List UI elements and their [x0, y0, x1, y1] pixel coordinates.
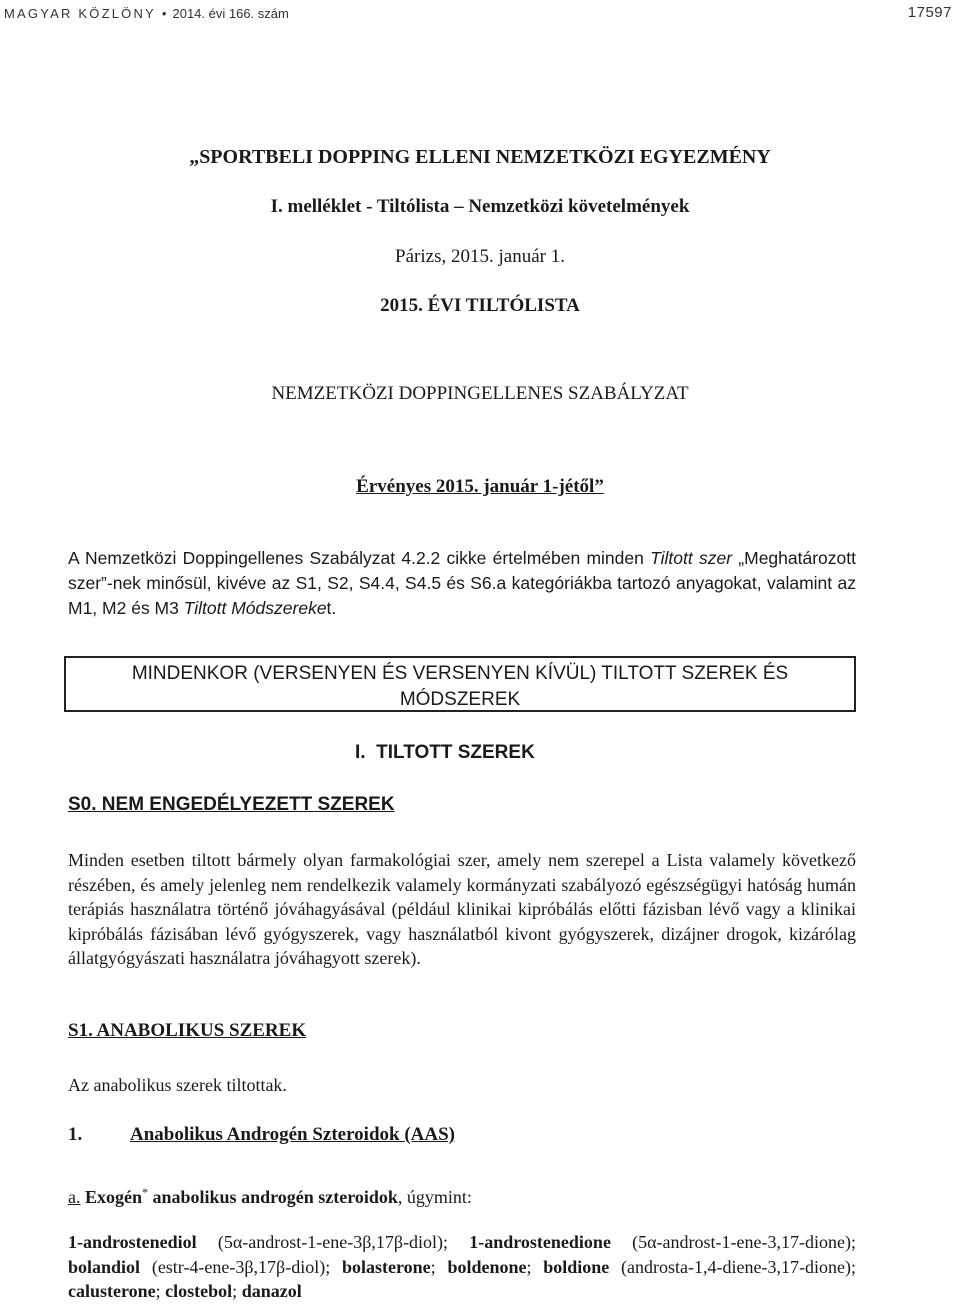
code-title: NEMZETKÖZI DOPPINGELLENES SZABÁLYZAT [271, 383, 689, 404]
italic-term: Tiltott Módszereke [183, 598, 327, 618]
item-number: 1. [68, 1124, 83, 1145]
s1-body: Az anabolikus szerek tiltottak. [68, 1075, 287, 1095]
annex-title: I. melléklet - Tiltólista – Nemzetközi követelmények [270, 196, 690, 217]
subitem-line: a. Exogén* anabolikus androgén szteroidok, úgymint: [68, 1185, 472, 1207]
list-title: 2015. ÉVI TILTÓLISTA [380, 295, 580, 316]
journal-info [4, 6, 289, 21]
bullet-separator: • [161, 6, 167, 21]
section-heading: I. TILTOTT SZEREK [355, 742, 535, 763]
journal-name: MAGYAR KÖZLÖNY [4, 6, 156, 21]
item-title: Anabolikus Androgén Szteroidok (AAS) [130, 1124, 456, 1145]
s0-paragraph: Minden esetben tiltott bármely olyan farmakológiai szer, amely nem szerepel a Lista valamely következő részében, és amely jelenleg nem rendelkezik valamely kormányzati szabályozó egészségügyi hatóság humán terápiás használatra történő jóváhagyásával (például klinikai kipróbálás előtti fázisban lévő vagy a klinikai kipróbálás fázisában lévő gyógyszerek, vagy használatból kivont gyógyszerek, dizájner drogok, kizárólag állatgyógyászati használatra jóváhagyott szerek). [68, 850, 856, 968]
boxed-heading-line1: MINDENKOR (VERSENYEN ÉS VERSENYEN KÍVÜL) TILTOTT SZEREK ÉS [131, 663, 789, 684]
intro-paragraph: A Nemzetközi Doppingellenes Szabályzat 4.2.2 cikke értelmében minden Tiltott szer „Meghatározott szer”-nek minősül, kivéve az S1, S2, S4.4, S4.5 és S6.a kategóriákba tartozó anyagokat, valamint az M1, M2 és M3 Tiltott Módszereket. [68, 548, 856, 618]
place-date: Párizs, 2015. január 1. [395, 246, 565, 267]
document-title: „SPORTBELI DOPPING ELLENI NEMZETKÖZI EGYEZMÉNY [189, 146, 771, 168]
s0-heading: S0. NEM ENGEDÉLYEZETT SZEREK [68, 794, 395, 815]
subitem-letter: a. [68, 1187, 81, 1207]
substance-list: 1-androstenediol (5α-androst-1-ene-3β,17β-diol); 1-androstenedione (5α-androst-1-ene-3,17-dione); bolandiol (estr-4-ene-3β,17β-diol); bolasterone; boldenone; boldione (androsta-1,4-diene-3,17-dione); calusterone; clostebol; danazol [68, 1232, 856, 1301]
boxed-heading-line2: MÓDSZEREK [399, 689, 521, 710]
s1-heading: S1. ANABOLIKUS SZEREK [68, 1020, 307, 1041]
italic-term: Tiltott szer [650, 548, 733, 568]
issue-info: 2014. évi 166. szám [172, 6, 289, 21]
valid-from: Érvényes 2015. január 1-jétől” [356, 476, 604, 497]
asterisk-footnote: * [142, 1185, 149, 1199]
boxed-heading [64, 656, 856, 712]
page-header [4, 4, 956, 26]
page-number: 17597 [907, 4, 952, 21]
